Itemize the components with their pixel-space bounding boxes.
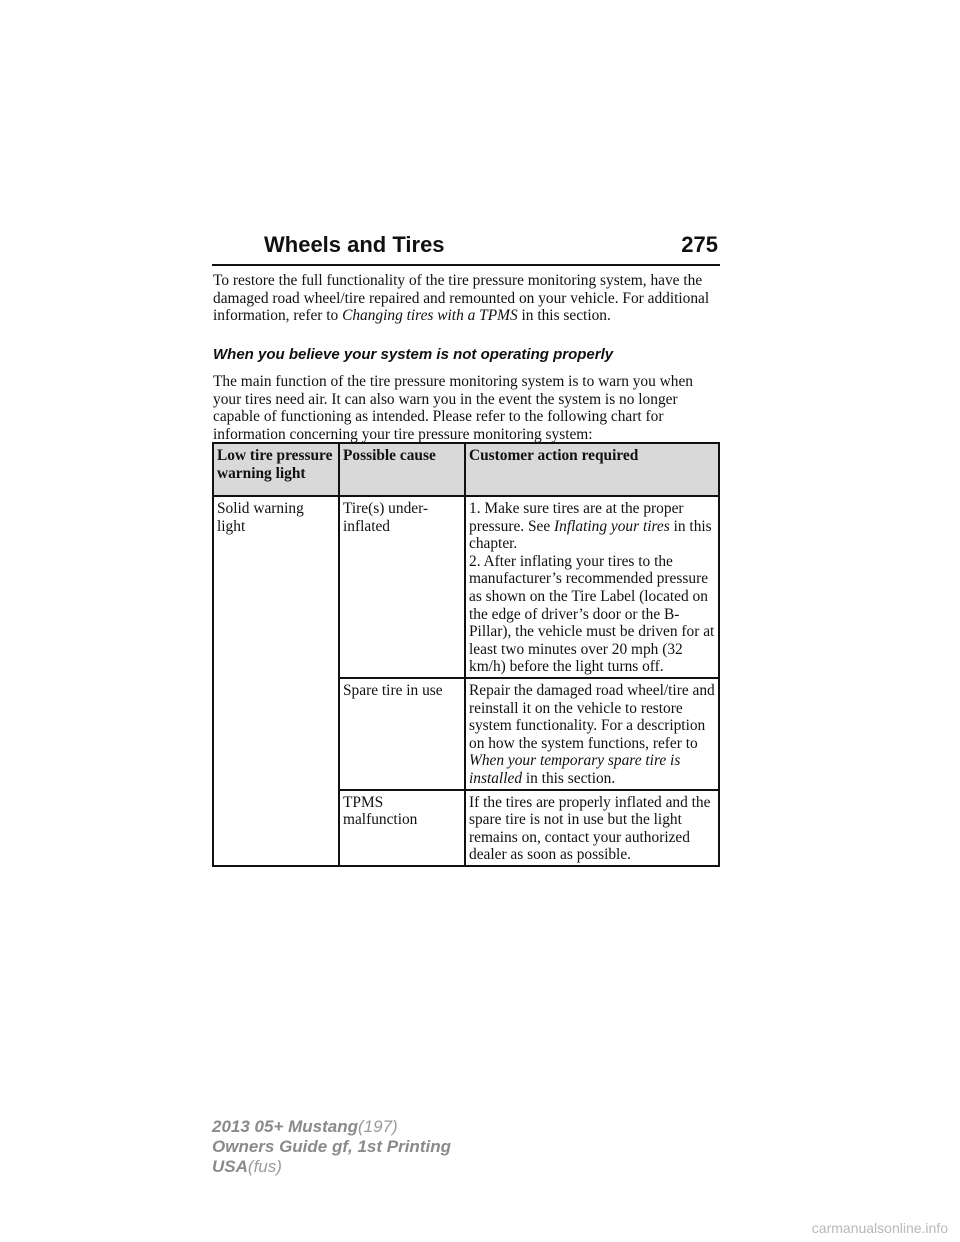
action-step-2: 2. After inflating your tires to the manufacturer’s recommended pressure as shown on the Tire Label (located on the edge of driver’s door or the B-Pillar), the vehicle must be driven for at least two minutes over 20 mph (32 km/h) before the light turns off. [469,552,715,676]
action-cell [465,496,719,678]
print-footer [212,1117,451,1177]
action-text-end: in this chapter. [469,517,712,553]
action-text: 1. Make sure tires are at the proper pressure. See [469,500,684,535]
section-title: Wheels and Tires [264,232,445,257]
action-text-end: in this section. [522,769,616,787]
intro-paragraph [213,272,723,325]
action-step-1 [469,500,715,553]
intro-text: To restore the full functionality of the tire pressure monitoring system, have the damaged road wheel/tire repaired and remounted on your vehicle. For additional information, refer to [213,272,710,325]
footer-line-3: USA(fus) [212,1157,282,1176]
header-customer-action: Customer action required [465,443,719,496]
intro-text-end: in this section. [517,307,611,325]
cause-cell: Spare tire in use [339,678,465,790]
cause-cell: TPMS malfunction [339,790,465,866]
page-header [212,228,720,266]
table-row [213,496,719,678]
spare-tire-reference: When your temporary spare tire is installed [469,752,681,787]
inflating-tires-reference: Inflating your tires [554,517,670,535]
footer-line-1: 2013 05+ Mustang(197) [212,1117,398,1136]
header-warning-light: Low tire pressure warning light [213,443,339,496]
main-function-paragraph: The main function of the tire pressure monitoring system is to warn you when your tires need air. It can also warn you in the event the system is no longer capable of functioning as intended. Please refer to the following chart for information concerning your tire pressure monitoring system: [213,373,694,443]
warning-light-cell: Solid warning light [213,496,339,866]
cause-cell: Tire(s) under-inflated [339,496,465,678]
footer-line-2: Owners Guide gf, 1st Printing [212,1137,451,1156]
tpms-chart [212,442,720,867]
action-text: Repair the damaged road wheel/tire and reinstall it on the vehicle to restore system functionality. For a description on how the system functions, refer to [469,681,715,752]
header-possible-cause: Possible cause [339,443,465,496]
watermark: carmanualsonline.info [811,1220,948,1236]
changing-tires-reference: Changing tires with a TPMS [342,307,518,325]
action-cell [465,678,719,790]
action-cell: If the tires are properly inflated and the spare tire is not in use but the light remains on, contact your authorized dealer as soon as possible. [465,790,719,866]
subheading: When you believe your system is not operating properly [213,346,614,363]
page-number: 275 [681,232,718,257]
table-header-row [213,443,719,496]
